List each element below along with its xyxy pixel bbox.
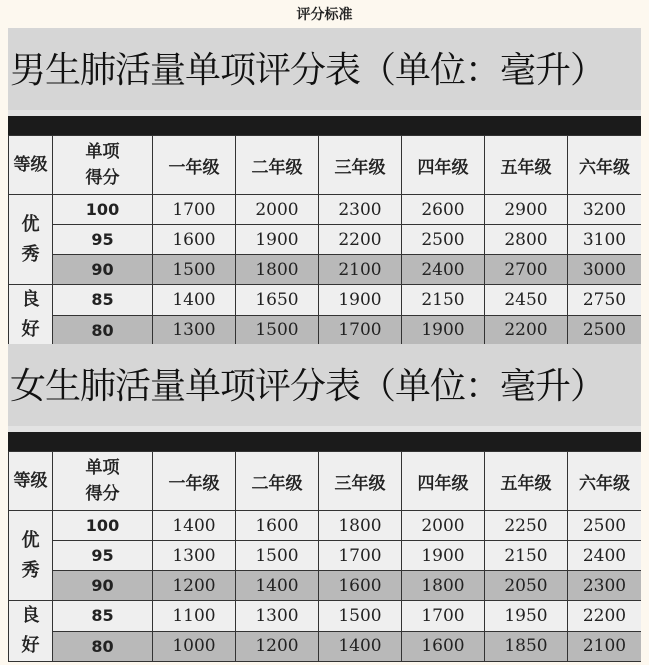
value-cell: 1900 bbox=[236, 225, 319, 255]
table-row bbox=[9, 225, 642, 255]
header-score-part: 得分 bbox=[85, 484, 120, 504]
scoring-document bbox=[8, 28, 641, 662]
value-cell: 3100 bbox=[568, 225, 642, 255]
header-grade: 一年级 bbox=[153, 136, 236, 195]
value-cell: 1700 bbox=[153, 195, 236, 225]
value-cell: 3200 bbox=[568, 195, 642, 225]
value-cell: 1950 bbox=[485, 601, 568, 632]
value-cell: 1800 bbox=[236, 255, 319, 285]
value-cell: 1700 bbox=[319, 541, 402, 571]
score-cell: 85 bbox=[53, 285, 153, 316]
header-grade: 五年级 bbox=[485, 452, 568, 511]
value-cell: 2450 bbox=[485, 285, 568, 316]
value-cell: 1500 bbox=[236, 315, 319, 346]
header-level bbox=[9, 136, 53, 195]
header-grade: 三年级 bbox=[319, 136, 402, 195]
value-cell: 2150 bbox=[485, 541, 568, 571]
header-level-part: 等级 bbox=[13, 471, 48, 491]
header-grade: 六年级 bbox=[568, 452, 642, 511]
table-row bbox=[9, 315, 642, 346]
score-cell: 90 bbox=[53, 255, 153, 285]
value-cell: 1100 bbox=[153, 601, 236, 632]
score-cell: 95 bbox=[53, 541, 153, 571]
value-cell: 1300 bbox=[153, 315, 236, 346]
table-row bbox=[9, 571, 642, 601]
score-table bbox=[8, 451, 641, 662]
value-cell: 1900 bbox=[402, 541, 485, 571]
level-cell bbox=[9, 285, 53, 346]
header-level-part: 等级 bbox=[13, 155, 48, 175]
table-title: 女生肺活量单项评分表（单位：毫升） bbox=[8, 344, 641, 426]
value-cell: 1400 bbox=[319, 631, 402, 662]
level-char: 良 bbox=[21, 605, 40, 626]
value-cell: 2200 bbox=[319, 225, 402, 255]
value-cell: 2500 bbox=[568, 511, 642, 541]
score-cell: 100 bbox=[53, 195, 153, 225]
level-char: 优 bbox=[21, 529, 40, 551]
header-score-part: 单项 bbox=[85, 458, 120, 478]
value-cell: 2200 bbox=[485, 315, 568, 346]
value-cell: 2300 bbox=[568, 571, 642, 601]
header-grade: 四年级 bbox=[402, 452, 485, 511]
header-score-part: 得分 bbox=[85, 168, 120, 188]
value-cell: 1500 bbox=[153, 255, 236, 285]
table-row bbox=[9, 195, 642, 225]
score-cell: 80 bbox=[53, 631, 153, 662]
male-section bbox=[8, 28, 641, 346]
value-cell: 2100 bbox=[568, 631, 642, 662]
value-cell: 1000 bbox=[153, 631, 236, 662]
value-cell: 1300 bbox=[153, 541, 236, 571]
value-cell: 2700 bbox=[485, 255, 568, 285]
level-char: 秀 bbox=[21, 243, 40, 265]
value-cell: 2100 bbox=[319, 255, 402, 285]
value-cell: 2900 bbox=[485, 195, 568, 225]
level-char: 好 bbox=[21, 635, 40, 656]
header-grade: 一年级 bbox=[153, 452, 236, 511]
value-cell: 2500 bbox=[402, 225, 485, 255]
value-cell: 2800 bbox=[485, 225, 568, 255]
header-grade: 五年级 bbox=[485, 136, 568, 195]
table-row bbox=[9, 601, 642, 632]
header-grade: 四年级 bbox=[402, 136, 485, 195]
value-cell: 1500 bbox=[319, 601, 402, 632]
header-row bbox=[9, 136, 642, 195]
value-cell: 1400 bbox=[153, 511, 236, 541]
value-cell: 1200 bbox=[236, 631, 319, 662]
value-cell: 1400 bbox=[153, 285, 236, 316]
value-cell: 2050 bbox=[485, 571, 568, 601]
value-cell: 2300 bbox=[319, 195, 402, 225]
value-cell: 1500 bbox=[236, 541, 319, 571]
value-cell: 1600 bbox=[153, 225, 236, 255]
header-score-part: 单项 bbox=[85, 142, 120, 162]
table-title: 男生肺活量单项评分表（单位：毫升） bbox=[8, 28, 641, 110]
table-row bbox=[9, 511, 642, 541]
value-cell: 1700 bbox=[319, 315, 402, 346]
value-cell: 1800 bbox=[319, 511, 402, 541]
score-cell: 80 bbox=[53, 315, 153, 346]
value-cell: 1600 bbox=[402, 631, 485, 662]
value-cell: 2000 bbox=[236, 195, 319, 225]
table-row bbox=[9, 541, 642, 571]
level-cell bbox=[9, 601, 53, 662]
header-score bbox=[53, 452, 153, 511]
header-grade: 二年级 bbox=[236, 136, 319, 195]
level-char: 优 bbox=[21, 213, 40, 235]
level-cell bbox=[9, 195, 53, 285]
header-grade: 二年级 bbox=[236, 452, 319, 511]
table-row bbox=[9, 631, 642, 662]
score-cell: 85 bbox=[53, 601, 153, 632]
header-row bbox=[9, 452, 642, 511]
black-divider-bar bbox=[8, 116, 641, 135]
score-cell: 100 bbox=[53, 511, 153, 541]
value-cell: 1900 bbox=[402, 315, 485, 346]
value-cell: 2500 bbox=[568, 315, 642, 346]
value-cell: 1850 bbox=[485, 631, 568, 662]
table-row bbox=[9, 285, 642, 316]
header-score bbox=[53, 136, 153, 195]
value-cell: 2600 bbox=[402, 195, 485, 225]
value-cell: 2250 bbox=[485, 511, 568, 541]
female-section bbox=[8, 344, 641, 662]
level-char: 良 bbox=[21, 289, 40, 310]
value-cell: 2200 bbox=[568, 601, 642, 632]
level-cell bbox=[9, 511, 53, 601]
value-cell: 1900 bbox=[319, 285, 402, 316]
value-cell: 3000 bbox=[568, 255, 642, 285]
value-cell: 1600 bbox=[319, 571, 402, 601]
value-cell: 1300 bbox=[236, 601, 319, 632]
header-grade: 六年级 bbox=[568, 136, 642, 195]
header-grade: 三年级 bbox=[319, 452, 402, 511]
table-row bbox=[9, 255, 642, 285]
score-table bbox=[8, 135, 641, 346]
score-cell: 90 bbox=[53, 571, 153, 601]
level-char: 好 bbox=[21, 319, 40, 340]
score-cell: 95 bbox=[53, 225, 153, 255]
value-cell: 1700 bbox=[402, 601, 485, 632]
value-cell: 1650 bbox=[236, 285, 319, 316]
value-cell: 1800 bbox=[402, 571, 485, 601]
page-title: 评分标准 bbox=[0, 0, 649, 30]
value-cell: 2000 bbox=[402, 511, 485, 541]
value-cell: 2400 bbox=[568, 541, 642, 571]
level-char: 秀 bbox=[21, 559, 40, 581]
value-cell: 1400 bbox=[236, 571, 319, 601]
value-cell: 1600 bbox=[236, 511, 319, 541]
value-cell: 1200 bbox=[153, 571, 236, 601]
black-divider-bar bbox=[8, 432, 641, 451]
value-cell: 2750 bbox=[568, 285, 642, 316]
value-cell: 2400 bbox=[402, 255, 485, 285]
header-level bbox=[9, 452, 53, 511]
value-cell: 2150 bbox=[402, 285, 485, 316]
